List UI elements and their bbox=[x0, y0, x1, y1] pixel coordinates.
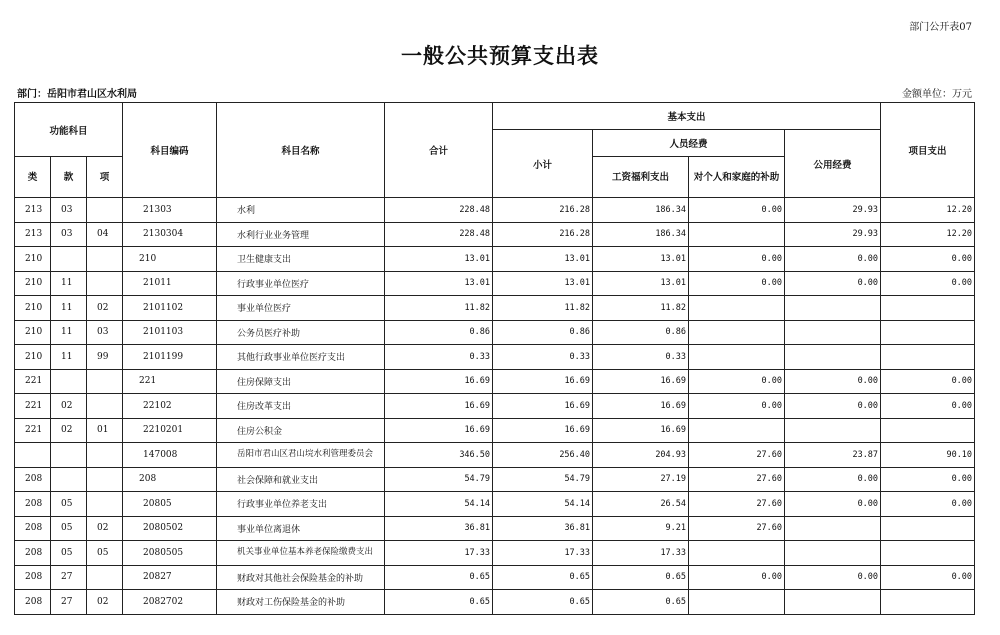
cell-project-expense: 0.00 bbox=[881, 247, 975, 272]
cell-xiang bbox=[87, 467, 123, 492]
cell-project-expense: 0.00 bbox=[881, 271, 975, 296]
cell-public-expense: 23.87 bbox=[785, 443, 881, 468]
cell-subject-name: 住房保障支出 bbox=[217, 369, 385, 394]
cell-individual-family: 0.00 bbox=[689, 247, 785, 272]
cell-kuan bbox=[51, 369, 87, 394]
cell-individual-family: 27.60 bbox=[689, 516, 785, 541]
cell-xiang bbox=[87, 492, 123, 517]
cell-total: 16.69 bbox=[385, 394, 493, 419]
cell-total: 54.79 bbox=[385, 467, 493, 492]
cell-project-expense bbox=[881, 516, 975, 541]
cell-total: 54.14 bbox=[385, 492, 493, 517]
cell-subject-name: 住房公积金 bbox=[217, 418, 385, 443]
cell-project-expense: 0.00 bbox=[881, 394, 975, 419]
cell-project-expense: 0.00 bbox=[881, 369, 975, 394]
cell-kuan bbox=[51, 247, 87, 272]
cell-xiang: 02 bbox=[87, 590, 123, 615]
header-salary-welfare: 工资福利支出 bbox=[593, 157, 689, 198]
cell-public-expense bbox=[785, 516, 881, 541]
cell-kuan: 03 bbox=[51, 222, 87, 247]
cell-public-expense bbox=[785, 418, 881, 443]
cell-subtotal: 256.40 bbox=[493, 443, 593, 468]
cell-xiang bbox=[87, 565, 123, 590]
cell-individual-family: 0.00 bbox=[689, 271, 785, 296]
cell-salary-welfare: 0.65 bbox=[593, 565, 689, 590]
cell-subject-code: 20827 bbox=[123, 565, 217, 590]
cell-individual-family: 27.60 bbox=[689, 467, 785, 492]
cell-public-expense: 0.00 bbox=[785, 369, 881, 394]
cell-subtotal: 11.82 bbox=[493, 296, 593, 321]
cell-subject-code: 221 bbox=[123, 369, 217, 394]
cell-salary-welfare: 16.69 bbox=[593, 418, 689, 443]
cell-total: 0.65 bbox=[385, 590, 493, 615]
header-public-expense: 公用经费 bbox=[785, 130, 881, 198]
cell-lei: 210 bbox=[15, 247, 51, 272]
cell-subtotal: 216.28 bbox=[493, 198, 593, 223]
cell-total: 0.65 bbox=[385, 565, 493, 590]
cell-project-expense bbox=[881, 345, 975, 370]
cell-total: 346.50 bbox=[385, 443, 493, 468]
amount-unit-label: 金额单位：万元 bbox=[902, 89, 972, 100]
cell-public-expense bbox=[785, 345, 881, 370]
cell-public-expense bbox=[785, 541, 881, 566]
header-total: 合计 bbox=[385, 103, 493, 198]
cell-subject-code: 22102 bbox=[123, 394, 217, 419]
cell-salary-welfare: 11.82 bbox=[593, 296, 689, 321]
cell-total: 228.48 bbox=[385, 198, 493, 223]
cell-individual-family bbox=[689, 345, 785, 370]
budget-expenditure-table bbox=[14, 102, 975, 615]
table-row bbox=[15, 418, 975, 443]
cell-subject-name: 水利 bbox=[217, 198, 385, 223]
cell-individual-family: 27.60 bbox=[689, 443, 785, 468]
cell-lei: 208 bbox=[15, 516, 51, 541]
cell-subject-code: 2101103 bbox=[123, 320, 217, 345]
table-row bbox=[15, 247, 975, 272]
cell-project-expense: 0.00 bbox=[881, 492, 975, 517]
cell-kuan: 11 bbox=[51, 296, 87, 321]
header-func-subject: 功能科目 bbox=[15, 103, 123, 157]
cell-salary-welfare: 0.33 bbox=[593, 345, 689, 370]
header-xiang: 项 bbox=[87, 157, 123, 198]
cell-subtotal: 54.79 bbox=[493, 467, 593, 492]
cell-public-expense: 0.00 bbox=[785, 247, 881, 272]
cell-public-expense: 0.00 bbox=[785, 467, 881, 492]
table-row bbox=[15, 296, 975, 321]
cell-salary-welfare: 13.01 bbox=[593, 271, 689, 296]
cell-project-expense: 0.00 bbox=[881, 565, 975, 590]
cell-salary-welfare: 16.69 bbox=[593, 369, 689, 394]
cell-xiang bbox=[87, 247, 123, 272]
cell-subtotal: 16.69 bbox=[493, 418, 593, 443]
cell-lei: 221 bbox=[15, 394, 51, 419]
cell-xiang: 99 bbox=[87, 345, 123, 370]
cell-subtotal: 13.01 bbox=[493, 247, 593, 272]
cell-subject-name: 住房改革支出 bbox=[217, 394, 385, 419]
cell-project-expense: 12.20 bbox=[881, 222, 975, 247]
cell-public-expense bbox=[785, 320, 881, 345]
cell-public-expense bbox=[785, 296, 881, 321]
cell-subject-code: 147008 bbox=[123, 443, 217, 468]
cell-public-expense: 0.00 bbox=[785, 565, 881, 590]
cell-project-expense: 0.00 bbox=[881, 467, 975, 492]
cell-total: 0.33 bbox=[385, 345, 493, 370]
cell-total: 0.86 bbox=[385, 320, 493, 345]
cell-total: 17.33 bbox=[385, 541, 493, 566]
cell-individual-family bbox=[689, 296, 785, 321]
cell-kuan bbox=[51, 467, 87, 492]
cell-subject-code: 2080505 bbox=[123, 541, 217, 566]
cell-subtotal: 16.69 bbox=[493, 369, 593, 394]
cell-subject-code: 21011 bbox=[123, 271, 217, 296]
cell-lei: 210 bbox=[15, 271, 51, 296]
cell-total: 13.01 bbox=[385, 271, 493, 296]
cell-subject-name: 行政事业单位养老支出 bbox=[217, 492, 385, 517]
cell-subject-name: 财政对工伤保险基金的补助 bbox=[217, 590, 385, 615]
cell-salary-welfare: 186.34 bbox=[593, 222, 689, 247]
cell-lei: 208 bbox=[15, 541, 51, 566]
cell-lei: 210 bbox=[15, 320, 51, 345]
cell-public-expense: 29.93 bbox=[785, 222, 881, 247]
cell-subject-name: 岳阳市君山区君山垸水利管理委员会 bbox=[217, 443, 385, 468]
cell-kuan: 11 bbox=[51, 271, 87, 296]
cell-lei: 208 bbox=[15, 467, 51, 492]
cell-subject-code: 2080502 bbox=[123, 516, 217, 541]
cell-project-expense bbox=[881, 590, 975, 615]
cell-public-expense bbox=[785, 590, 881, 615]
cell-individual-family: 0.00 bbox=[689, 369, 785, 394]
cell-xiang: 04 bbox=[87, 222, 123, 247]
cell-total: 11.82 bbox=[385, 296, 493, 321]
cell-xiang: 03 bbox=[87, 320, 123, 345]
cell-subtotal: 16.69 bbox=[493, 394, 593, 419]
cell-subject-name: 事业单位医疗 bbox=[217, 296, 385, 321]
cell-kuan: 02 bbox=[51, 418, 87, 443]
cell-salary-welfare: 13.01 bbox=[593, 247, 689, 272]
cell-total: 228.48 bbox=[385, 222, 493, 247]
cell-lei: 221 bbox=[15, 369, 51, 394]
cell-subtotal: 17.33 bbox=[493, 541, 593, 566]
cell-total: 16.69 bbox=[385, 369, 493, 394]
header-subject-code: 科目编码 bbox=[123, 103, 217, 198]
cell-individual-family bbox=[689, 320, 785, 345]
cell-public-expense: 0.00 bbox=[785, 492, 881, 517]
cell-subtotal: 13.01 bbox=[493, 271, 593, 296]
header-individual-family: 对个人和家庭的补助 bbox=[689, 157, 785, 198]
cell-subject-code: 2082702 bbox=[123, 590, 217, 615]
cell-total: 13.01 bbox=[385, 247, 493, 272]
cell-salary-welfare: 0.65 bbox=[593, 590, 689, 615]
cell-project-expense bbox=[881, 296, 975, 321]
table-row bbox=[15, 590, 975, 615]
header-lei: 类 bbox=[15, 157, 51, 198]
cell-xiang bbox=[87, 198, 123, 223]
cell-project-expense bbox=[881, 320, 975, 345]
table-row bbox=[15, 565, 975, 590]
cell-individual-family: 0.00 bbox=[689, 198, 785, 223]
cell-subject-code: 20805 bbox=[123, 492, 217, 517]
cell-project-expense: 12.20 bbox=[881, 198, 975, 223]
cell-xiang: 02 bbox=[87, 296, 123, 321]
cell-xiang bbox=[87, 369, 123, 394]
form-number: 部门公开表07 bbox=[909, 22, 972, 33]
cell-subject-code: 21303 bbox=[123, 198, 217, 223]
table-row bbox=[15, 222, 975, 247]
cell-subject-code: 210 bbox=[123, 247, 217, 272]
cell-salary-welfare: 16.69 bbox=[593, 394, 689, 419]
header-basic-expense: 基本支出 bbox=[493, 103, 881, 130]
cell-subject-name: 行政事业单位医疗 bbox=[217, 271, 385, 296]
cell-individual-family bbox=[689, 222, 785, 247]
cell-kuan: 05 bbox=[51, 516, 87, 541]
cell-lei: 221 bbox=[15, 418, 51, 443]
table-row bbox=[15, 492, 975, 517]
cell-kuan: 05 bbox=[51, 492, 87, 517]
cell-kuan: 05 bbox=[51, 541, 87, 566]
cell-salary-welfare: 9.21 bbox=[593, 516, 689, 541]
cell-individual-family: 0.00 bbox=[689, 394, 785, 419]
cell-lei: 213 bbox=[15, 222, 51, 247]
cell-subject-code: 208 bbox=[123, 467, 217, 492]
cell-kuan: 27 bbox=[51, 565, 87, 590]
cell-subtotal: 216.28 bbox=[493, 222, 593, 247]
table-row bbox=[15, 198, 975, 223]
cell-subtotal: 0.86 bbox=[493, 320, 593, 345]
cell-subtotal: 0.65 bbox=[493, 565, 593, 590]
cell-subject-name: 公务员医疗补助 bbox=[217, 320, 385, 345]
cell-xiang bbox=[87, 443, 123, 468]
cell-public-expense: 0.00 bbox=[785, 394, 881, 419]
cell-lei: 210 bbox=[15, 345, 51, 370]
cell-project-expense: 90.10 bbox=[881, 443, 975, 468]
cell-total: 36.81 bbox=[385, 516, 493, 541]
cell-kuan bbox=[51, 443, 87, 468]
cell-subject-name: 其他行政事业单位医疗支出 bbox=[217, 345, 385, 370]
header-subtotal: 小计 bbox=[493, 130, 593, 198]
cell-salary-welfare: 27.19 bbox=[593, 467, 689, 492]
table-row bbox=[15, 467, 975, 492]
page-title: 一般公共预算支出表 bbox=[401, 44, 599, 68]
cell-subtotal: 36.81 bbox=[493, 516, 593, 541]
cell-kuan: 03 bbox=[51, 198, 87, 223]
cell-subject-code: 2130304 bbox=[123, 222, 217, 247]
cell-subtotal: 0.33 bbox=[493, 345, 593, 370]
department-label: 部门：岳阳市君山区水利局 bbox=[17, 89, 137, 100]
table-body bbox=[15, 198, 975, 615]
cell-salary-welfare: 186.34 bbox=[593, 198, 689, 223]
cell-xiang: 01 bbox=[87, 418, 123, 443]
cell-subject-name: 机关事业单位基本养老保险缴费支出 bbox=[217, 541, 385, 566]
cell-lei: 208 bbox=[15, 492, 51, 517]
cell-subject-code: 2101199 bbox=[123, 345, 217, 370]
cell-individual-family bbox=[689, 418, 785, 443]
cell-salary-welfare: 0.86 bbox=[593, 320, 689, 345]
cell-lei: 208 bbox=[15, 590, 51, 615]
cell-subject-code: 2210201 bbox=[123, 418, 217, 443]
cell-lei: 210 bbox=[15, 296, 51, 321]
table-row bbox=[15, 541, 975, 566]
cell-individual-family: 27.60 bbox=[689, 492, 785, 517]
cell-salary-welfare: 26.54 bbox=[593, 492, 689, 517]
table-row bbox=[15, 369, 975, 394]
cell-xiang bbox=[87, 271, 123, 296]
cell-individual-family bbox=[689, 541, 785, 566]
table-row bbox=[15, 516, 975, 541]
cell-subject-name: 卫生健康支出 bbox=[217, 247, 385, 272]
table-row bbox=[15, 271, 975, 296]
cell-individual-family bbox=[689, 590, 785, 615]
table-row bbox=[15, 443, 975, 468]
cell-public-expense: 29.93 bbox=[785, 198, 881, 223]
cell-subtotal: 0.65 bbox=[493, 590, 593, 615]
header-kuan: 款 bbox=[51, 157, 87, 198]
cell-lei: 208 bbox=[15, 565, 51, 590]
cell-lei: 213 bbox=[15, 198, 51, 223]
cell-subject-name: 事业单位离退休 bbox=[217, 516, 385, 541]
cell-subject-name: 财政对其他社会保险基金的补助 bbox=[217, 565, 385, 590]
cell-kuan: 27 bbox=[51, 590, 87, 615]
cell-total: 16.69 bbox=[385, 418, 493, 443]
cell-salary-welfare: 17.33 bbox=[593, 541, 689, 566]
table-row bbox=[15, 394, 975, 419]
cell-project-expense bbox=[881, 541, 975, 566]
cell-subject-code: 2101102 bbox=[123, 296, 217, 321]
cell-kuan: 11 bbox=[51, 345, 87, 370]
cell-public-expense: 0.00 bbox=[785, 271, 881, 296]
cell-lei bbox=[15, 443, 51, 468]
cell-xiang: 05 bbox=[87, 541, 123, 566]
header-subject-name: 科目名称 bbox=[217, 103, 385, 198]
cell-subject-name: 社会保障和就业支出 bbox=[217, 467, 385, 492]
header-personnel: 人员经费 bbox=[593, 130, 785, 157]
cell-xiang bbox=[87, 394, 123, 419]
cell-kuan: 11 bbox=[51, 320, 87, 345]
cell-subject-name: 水利行业业务管理 bbox=[217, 222, 385, 247]
cell-project-expense bbox=[881, 418, 975, 443]
cell-individual-family: 0.00 bbox=[689, 565, 785, 590]
table-row bbox=[15, 320, 975, 345]
cell-xiang: 02 bbox=[87, 516, 123, 541]
header-project-expense: 项目支出 bbox=[881, 103, 975, 198]
cell-subtotal: 54.14 bbox=[493, 492, 593, 517]
table-row bbox=[15, 345, 975, 370]
cell-salary-welfare: 204.93 bbox=[593, 443, 689, 468]
cell-kuan: 02 bbox=[51, 394, 87, 419]
